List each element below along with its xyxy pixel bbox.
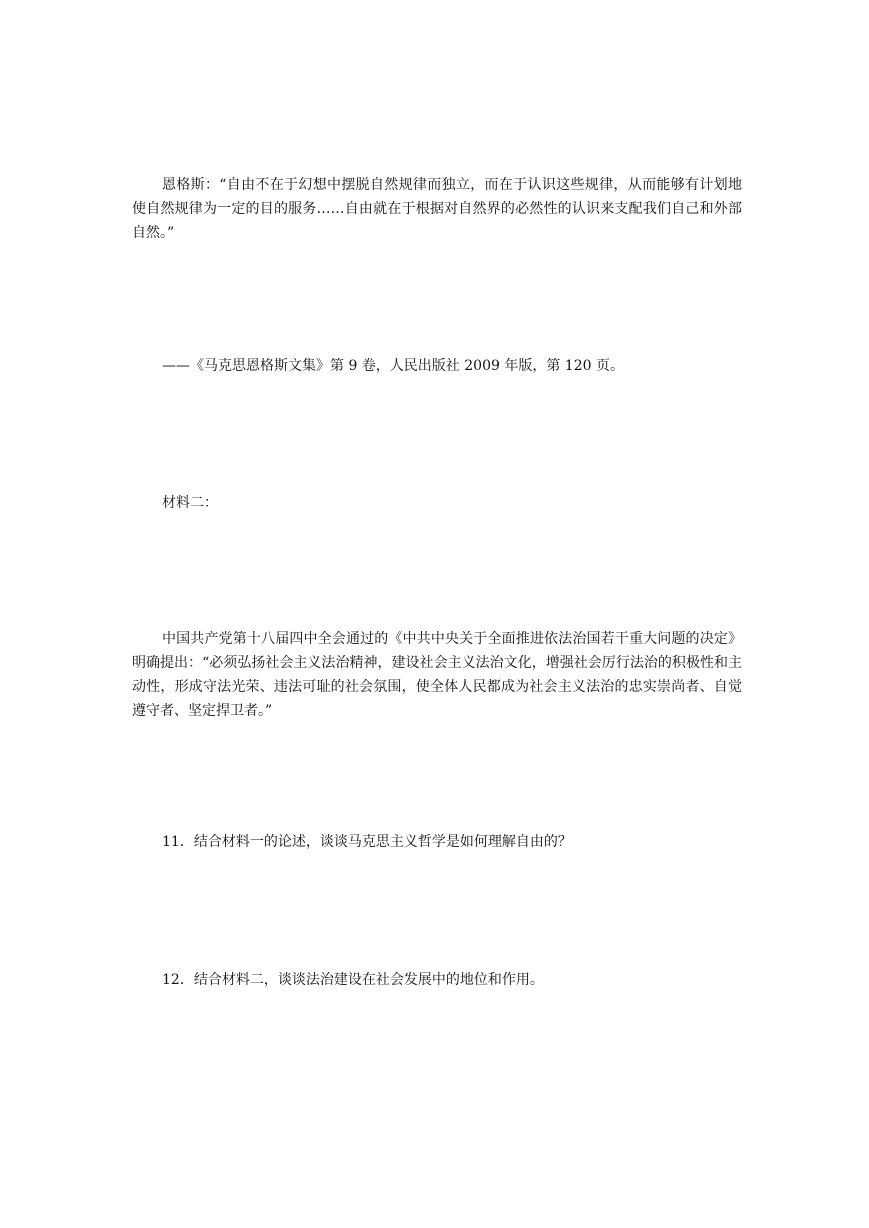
question-12: 12．结合材料二，谈谈法治建设在社会发展中的地位和作用。 (162, 972, 544, 988)
engels-quote-paragraph: 恩格斯：“自由不在于幻想中摆脱自然规律而独立，而在于认识这些规律，从而能够有计划地使自然规律为一定的目的服务……自由就在于根据对自然界的必然性的认识来支配我们自己和外部自然。” (132, 177, 742, 241)
citation-paragraph: ——《马克思恩格斯文集》第 9 卷，人民出版社 2009 年版，第 120 页。 (162, 358, 624, 374)
material-two-paragraph: 中国共产党第十八届四中全会通过的《中共中央关于全面推进依法治国若干重大问题的决定》明确提出：“必须弘扬社会主义法治精神，建设社会主义法治文化，增强社会厉行法治的积极性和主动性，形成守法光荣、违法可耻的社会氛围，使全体人民都成为社会主义法治的忠实崇尚者、自觉遵守者、坚定捍卫者。” (132, 631, 742, 719)
material-two-label: 材料二： (162, 495, 218, 511)
question-11: 11．结合材料一的论述，谈谈马克思主义哲学是如何理解自由的？ (162, 834, 572, 850)
